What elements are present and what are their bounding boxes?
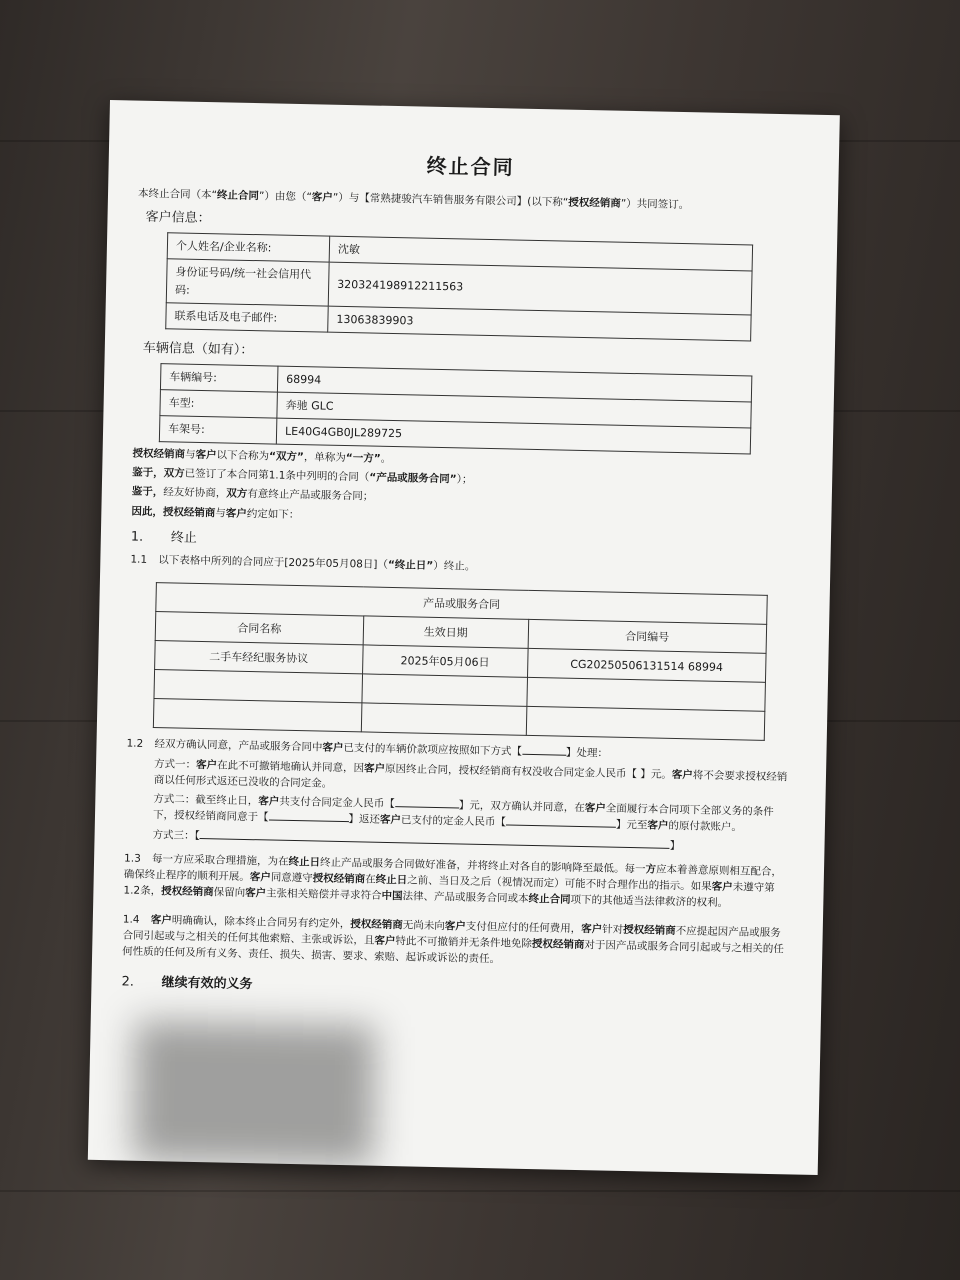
clause-text: 明确确认，除本终止合同另有约定外， [171, 914, 351, 930]
clause-text: 以下表格中所列的合同应于[2025年05月08日]（ [158, 554, 389, 571]
clause-bold: 方 [645, 863, 657, 876]
clause-text: 针对 [602, 923, 624, 936]
clause-bold: 授权经销商 [623, 923, 676, 937]
clause-1-4 [122, 911, 787, 974]
row-value: 68994 [277, 366, 751, 402]
row-label: 车架号: [159, 415, 277, 443]
section-title: 终止 [170, 530, 198, 546]
intro-bold: 终止合同 [216, 189, 260, 203]
clause-bold: 客户 [150, 913, 172, 927]
row-label: 车型: [160, 389, 278, 417]
clause-number: 1.1 [130, 553, 148, 566]
blank-field [268, 810, 348, 823]
clause-text: 已支付的定金人民币【 [400, 814, 507, 829]
clause-text: 共支付合同定金人民币【 [279, 795, 395, 811]
row-label: 个人姓名/企业名称: [167, 233, 330, 262]
clause-text: 在 [365, 873, 376, 886]
clause-bold: 终止日 [288, 855, 321, 869]
photo-shadow [133, 1021, 376, 1166]
clause-text: 应本着善意原则相互配合，确保终止程序的顺利开展。 [123, 863, 783, 884]
recital-bold: “一方” [345, 451, 381, 465]
recital-text: 以下合称为 [216, 449, 270, 463]
recital-bold: 授权经销商 [162, 505, 216, 519]
clause-text: 全面履行本合同项下全部义务的条件下，授权经销商同意于【 [152, 802, 774, 824]
clause-bold: 客户 [379, 814, 402, 827]
clause-text: 对于因产品或服务合同引起或与之相关的任何性质的任何及所有义务、责任、损失、损害、要求、索赔、起诉或诉讼的责任。 [122, 939, 784, 966]
section-number: 2. [121, 973, 135, 990]
clause-bold: 客户 [444, 919, 466, 933]
clause-text: 同意遵守 [270, 871, 313, 885]
vehicle-info-heading: 车辆信息（如有）： [142, 340, 254, 358]
table-cell: 二手车经纪服务协议 [155, 641, 363, 674]
clause-number: 1.3 [123, 852, 141, 865]
clause-text: 】元至 [615, 819, 648, 832]
recital-text: ，单称为 [303, 451, 346, 464]
clause-bold: 客户 [195, 758, 218, 771]
clause-text: 终止产品或服务合同做好准备，并将终止对各自的影响降至最低。每一 [319, 856, 646, 876]
recital-bold: 鉴于， [131, 485, 164, 499]
clause-text: 每一方应采取合理措施，为在 [151, 852, 289, 868]
clause-number: 1.4 [122, 913, 140, 926]
clause-bold: 客户 [244, 887, 267, 900]
intro-text: ”）由您（“ [258, 190, 312, 204]
section-title: 继续有效的义务 [161, 974, 253, 992]
clause-text: 支付但应付的任何费用， [465, 920, 582, 935]
clause-bold: 授权经销商 [350, 917, 403, 932]
blank-field [522, 744, 566, 756]
row-value: 320324198912211563 [328, 263, 752, 315]
clause-bold: 客户 [711, 880, 733, 894]
recital-bold: 双方 [226, 487, 248, 501]
recital-bold: 鉴于， [132, 466, 164, 480]
contract-table [153, 582, 768, 741]
recital-bold: “双方” [268, 450, 305, 464]
row-value: 沈敏 [329, 237, 752, 272]
vehicle-info-table [159, 363, 753, 455]
intro-bold: 客户 [311, 191, 333, 204]
recital-text: 已签订了本合同第1.1条中列明的合同（ [184, 467, 370, 484]
contract-paper [88, 100, 840, 1175]
row-label: 身份证号码/统一社会信用代码: [166, 259, 329, 305]
recital-text: 约定如下： [246, 507, 300, 521]
clause-text: 未遵守第1.2条， [123, 881, 775, 898]
clause-bold: 终止日 [375, 873, 408, 887]
clause-bold: 客户 [322, 741, 344, 755]
clause-text: 之前、当日及之后（视情况而定）可能不时合理作出的指示。如果 [407, 874, 712, 893]
table-cell: 2025年05月06日 [362, 645, 528, 677]
recital-bold: “产品或服务合同” [369, 471, 457, 486]
recital-bold: 双方 [163, 467, 185, 480]
clause-text: 】返还 [348, 813, 381, 827]
clause-bold: 客户 [258, 795, 280, 808]
column-header: 合同名称 [155, 612, 363, 645]
clause-bold: 客户 [374, 934, 396, 948]
row-label: 车辆编号: [160, 363, 278, 391]
clause-bold: 客户 [671, 768, 693, 781]
column-header: 生效日期 [363, 616, 529, 648]
clause-text: 】元，双方确认并同意，在 [458, 799, 585, 815]
section-number: 1. [130, 529, 144, 545]
clause-text: 保留向 [213, 886, 246, 900]
clause-text: 的原付款账户。 [668, 820, 743, 834]
table-cell: CG20250506131514 68994 [527, 649, 766, 683]
section-2-heading [121, 972, 785, 1006]
method-label: 方式三：【 [152, 828, 200, 842]
customer-info-heading: 客户信息： [145, 210, 211, 227]
clause-text: 】处理： [565, 747, 609, 760]
clause-text: 将不会要求授权经销商以任何形式返还已没收的合同定金。 [153, 768, 788, 790]
recital-text: 有意终止产品或服务合同； [247, 488, 374, 504]
clause-text: 在此不可撤销地确认并同意，因 [216, 758, 365, 775]
intro-text: ”）与【常熟捷骏汽车销售服务有限公司】(以下称“ [332, 191, 569, 209]
blank-field [506, 815, 616, 828]
recital-text: 与 [184, 448, 196, 461]
row-label: 联系电话及电子邮件: [166, 302, 329, 331]
recital-text: 经友好协商， [163, 486, 227, 500]
row-value: 奔驰 GLC [277, 392, 751, 428]
row-value: 13063839903 [328, 306, 751, 341]
recital-text: ）； [456, 473, 473, 486]
table-cell [153, 699, 361, 732]
recital-bold: 授权经销商 [132, 447, 186, 461]
clause-bold: 授权经销商 [531, 938, 585, 952]
table-cell [361, 703, 527, 735]
clause-text: 不应提起因产品或服务合同引起或与之相关的任何其他索赔、主张或诉讼，且 [122, 924, 781, 947]
table-cell [526, 707, 765, 741]
clause-bold: 授权经销商 [161, 885, 214, 899]
clause-bold: 中国 [381, 890, 403, 903]
intro-text: 本终止合同（本“ [137, 187, 218, 202]
clause-text: 法律、产品或服务合同或本 [402, 890, 529, 906]
recital-bold: 客户 [225, 507, 247, 520]
clause-number: 1.2 [126, 737, 144, 751]
recital-text: 。 [380, 452, 392, 465]
clause-bold: 授权经销商 [312, 872, 366, 886]
clause-bold: 客户 [249, 871, 271, 884]
customer-info-table [165, 233, 753, 341]
clause-text: 原因终止合同，授权经销商有权没收合同定金人民币【 】元。 [384, 762, 672, 781]
recital-bold: 因此， [131, 505, 164, 518]
table-cell [362, 674, 528, 706]
clause-text: 已支付的车辆价款项应按照如下方式【 [343, 742, 523, 759]
clause-bold: 客户 [647, 819, 669, 833]
recital-bold: 客户 [195, 448, 217, 462]
clause-text: 经双方确认同意，产品或服务合同中 [154, 738, 323, 754]
clause-text: 无尚未向 [402, 919, 445, 932]
clause-text: ）终止。 [433, 559, 476, 573]
clause-bold: 客户 [581, 922, 603, 936]
clause-text: 】 [669, 839, 681, 852]
clause-bold: 客户 [584, 802, 606, 815]
method-label: 方式一： [153, 757, 197, 771]
clause-bold: 终止合同 [528, 893, 571, 907]
blank-field [395, 796, 459, 808]
page-title: 终止合同 [426, 153, 515, 180]
clause-bold: 客户 [363, 762, 386, 775]
table-cell [154, 670, 362, 703]
table-header: 产品或服务合同 [156, 583, 767, 625]
clause-text: 主张相关赔偿并寻求符合 [265, 887, 382, 903]
clause-1-3 [123, 850, 788, 913]
method-label: 方式二：截至终止日， [153, 793, 259, 808]
recital-text: 与 [215, 506, 226, 520]
clause-bold: “终止日” [387, 559, 434, 572]
column-header: 合同编号 [528, 620, 767, 654]
clause-text: 项下的其他适当法律救济的权利。 [570, 894, 729, 910]
row-value: LE40G4GB0JL289725 [276, 418, 750, 454]
clause-text: 特此不可撤销并无条件地免除 [395, 935, 533, 951]
intro-text: ”）共同签订。 [620, 197, 690, 212]
intro-bold: 授权经销商 [568, 196, 621, 210]
